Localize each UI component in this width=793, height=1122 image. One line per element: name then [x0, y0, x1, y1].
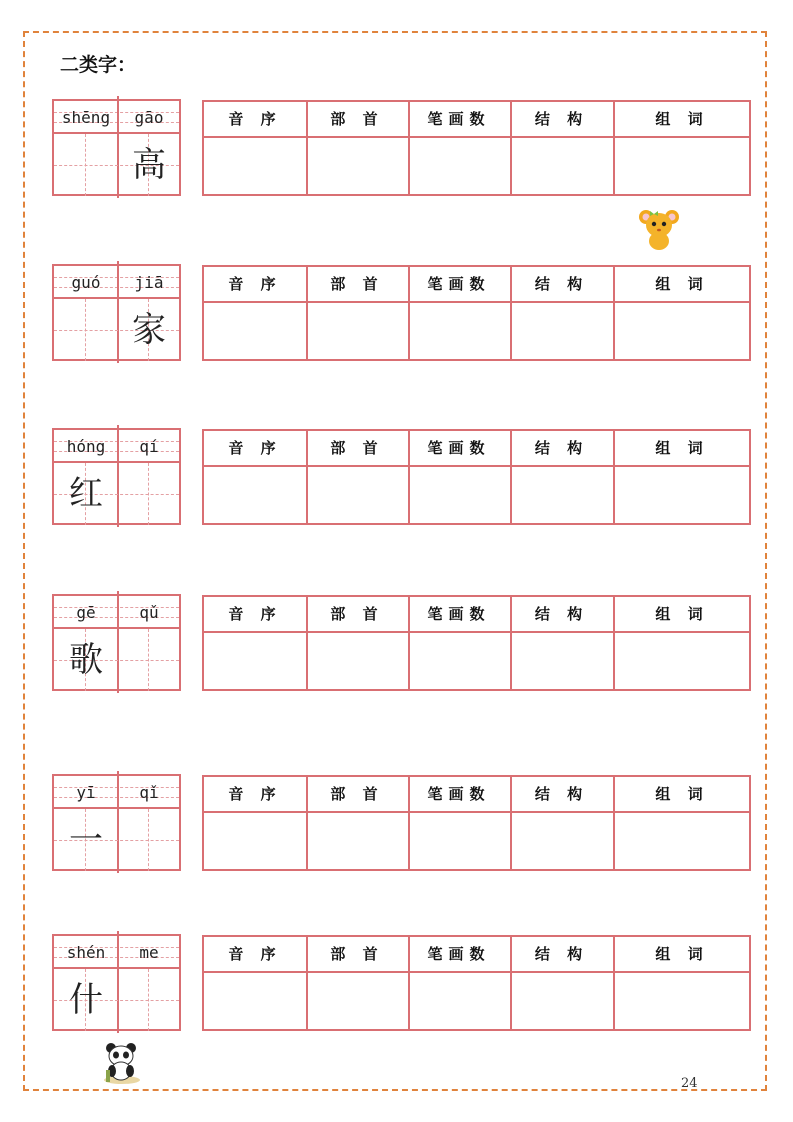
table-header: 组 词 [655, 785, 709, 803]
tianzige-box [52, 428, 181, 525]
table-header: 组 词 [655, 110, 709, 128]
hanzi-character: 红 [69, 474, 103, 514]
character-row [52, 774, 752, 872]
pinyin-syllable: qǐ [139, 783, 159, 802]
table-header: 笔画数 [427, 110, 491, 128]
table-header: 组 词 [655, 275, 709, 293]
answer-cell[interactable] [204, 303, 306, 359]
page-number: 24 [681, 1076, 698, 1091]
tianzige-box [52, 774, 181, 871]
table-header: 结 构 [534, 785, 589, 803]
pinyin-syllable: me [139, 943, 159, 962]
answer-cell[interactable] [510, 813, 613, 869]
table-header: 部 首 [330, 945, 384, 963]
answer-cell[interactable] [204, 633, 306, 689]
answer-cell[interactable] [408, 138, 510, 194]
table-header: 组 词 [655, 945, 709, 963]
hanzi-character: 高 [132, 145, 166, 185]
hanzi-character: 歌 [69, 640, 103, 680]
pinyin-syllable: hóng [66, 437, 106, 456]
answer-cell[interactable] [408, 813, 510, 869]
hanzi-character: 一 [69, 820, 103, 860]
answer-cell[interactable] [510, 973, 613, 1029]
table-header: 笔画数 [427, 945, 491, 963]
table-header: 音 序 [228, 275, 282, 293]
character-info-table [202, 429, 751, 525]
answer-cell[interactable] [613, 138, 751, 194]
character-info-table [202, 935, 751, 1031]
answer-cell[interactable] [408, 633, 510, 689]
table-header: 音 序 [228, 110, 282, 128]
table-header: 笔画数 [427, 275, 491, 293]
table-header: 部 首 [330, 275, 384, 293]
character-info-table [202, 775, 751, 871]
answer-cell[interactable] [204, 813, 306, 869]
tianzige-box [52, 264, 181, 361]
answer-cell[interactable] [408, 973, 510, 1029]
pinyin-syllable: guó [71, 273, 101, 292]
answer-cell[interactable] [408, 303, 510, 359]
hanzi-character: 家 [132, 310, 166, 350]
answer-cell[interactable] [613, 303, 751, 359]
table-header: 结 构 [534, 605, 589, 623]
answer-cell[interactable] [613, 467, 751, 523]
pinyin-syllable: shēng [61, 108, 111, 127]
answer-cell[interactable] [306, 973, 408, 1029]
answer-cell[interactable] [613, 813, 751, 869]
table-header: 部 首 [330, 439, 384, 457]
answer-cell[interactable] [306, 813, 408, 869]
pinyin-syllable: shén [66, 943, 106, 962]
character-row [52, 264, 752, 362]
pinyin-syllable: gāo [134, 108, 164, 127]
table-header: 结 构 [534, 275, 589, 293]
tianzige-box [52, 594, 181, 691]
table-header: 部 首 [330, 605, 384, 623]
character-row [52, 99, 752, 197]
table-header: 笔画数 [427, 785, 491, 803]
table-header: 部 首 [330, 110, 384, 128]
table-header: 音 序 [228, 439, 282, 457]
answer-cell[interactable] [204, 467, 306, 523]
table-header: 音 序 [228, 945, 282, 963]
table-header: 音 序 [228, 605, 282, 623]
pinyin-syllable: jiā [134, 273, 164, 292]
character-info-table [202, 100, 751, 196]
table-header: 结 构 [534, 110, 589, 128]
character-info-table [202, 265, 751, 361]
table-header: 组 词 [655, 439, 709, 457]
panda-sticker-icon [100, 1040, 144, 1086]
pinyin-syllable: qǔ [139, 603, 159, 622]
table-header: 部 首 [330, 785, 384, 803]
pinyin-syllable: gē [76, 603, 96, 622]
table-header: 笔画数 [427, 439, 491, 457]
character-info-table [202, 595, 751, 691]
tianzige-box [52, 99, 181, 196]
pinyin-syllable: qí [139, 437, 159, 456]
bear-sticker-icon [636, 205, 682, 251]
answer-cell[interactable] [510, 303, 613, 359]
tianzige-box [52, 934, 181, 1031]
answer-cell[interactable] [306, 633, 408, 689]
answer-cell[interactable] [306, 303, 408, 359]
answer-cell[interactable] [613, 973, 751, 1029]
character-row [52, 594, 752, 692]
section-title: 二类字： [60, 54, 137, 76]
answer-cell[interactable] [510, 467, 613, 523]
answer-cell[interactable] [510, 633, 613, 689]
answer-cell[interactable] [306, 138, 408, 194]
table-header: 结 构 [534, 945, 589, 963]
answer-cell[interactable] [204, 973, 306, 1029]
answer-cell[interactable] [306, 467, 408, 523]
character-row [52, 428, 752, 526]
answer-cell[interactable] [510, 138, 613, 194]
pinyin-syllable: yī [76, 783, 96, 802]
table-header: 笔画数 [427, 605, 491, 623]
answer-cell[interactable] [204, 138, 306, 194]
table-header: 音 序 [228, 785, 282, 803]
table-header: 组 词 [655, 605, 709, 623]
character-row [52, 934, 752, 1032]
answer-cell[interactable] [408, 467, 510, 523]
hanzi-character: 什 [69, 980, 103, 1020]
table-header: 结 构 [534, 439, 589, 457]
answer-cell[interactable] [613, 633, 751, 689]
